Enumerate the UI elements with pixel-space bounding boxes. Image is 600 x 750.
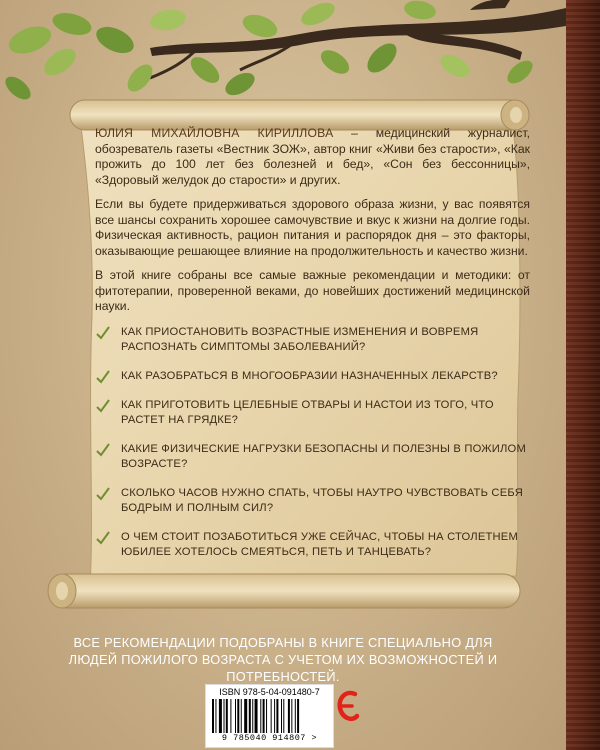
author-name: ЮЛИЯ МИХАЙЛОВНА КИРИЛЛОВА	[95, 126, 334, 140]
list-item	[95, 325, 530, 355]
barcode	[205, 684, 334, 748]
list-item	[95, 486, 530, 516]
book-spine	[566, 0, 600, 750]
barcode-digits: 9 785040 914807 >	[221, 733, 318, 743]
question-text: О ЧЕМ СТОИТ ПОЗАБОТИТЬСЯ УЖЕ СЕЙЧАС, ЧТОБЫ НА СТОЛЕТНЕМ ЮБИЛЕЕ ХОТЕЛОСЬ СМЕЯТЬСЯ, ПЕТЬ И ТАНЦЕВАТЬ?	[121, 530, 518, 558]
back-cover-text	[95, 126, 530, 574]
question-text: КАК ПРИГОТОВИТЬ ЦЕЛЕБНЫЕ ОТВАРЫ И НАСТОИ ИЗ ТОГО, ЧТО РАСТЕТ НА ГРЯДКЕ?	[121, 398, 494, 426]
checkmark-icon	[95, 442, 111, 458]
list-item	[95, 369, 530, 384]
author-paragraph	[95, 126, 530, 188]
list-item	[95, 442, 530, 472]
checkmark-icon	[95, 369, 111, 385]
barcode-bars	[212, 699, 327, 733]
book-contents-paragraph: В этой книге собраны все самые важные рекомендации и методики: от фитотерапии, проверенной веками, до новейших достижений медицинской науки.	[95, 268, 530, 313]
list-item	[95, 530, 530, 560]
question-text: КАКИЕ ФИЗИЧЕСКИЕ НАГРУЗКИ БЕЗОПАСНЫ И ПОЛЕЗНЫ В ПОЖИЛОМ ВОЗРАСТЕ?	[121, 442, 526, 470]
list-item	[95, 398, 530, 428]
isbn-label: ISBN 978-5-04-091480-7	[219, 687, 320, 697]
footer-tagline: ВСЕ РЕКОМЕНДАЦИИ ПОДОБРАНЫ В КНИГЕ СПЕЦИАЛЬНО ДЛЯ ЛЮДЕЙ ПОЖИЛОГО ВОЗРАСТА С УЧЕТОМ ИХ ВОЗМОЖНОСТЕЙ И ПОТРЕБНОСТЕЙ.	[68, 635, 498, 684]
checkmark-icon	[95, 325, 111, 341]
questions-list	[95, 325, 530, 560]
author-description: – медицинский журналист, обозреватель газеты «Вестник ЗОЖ», автор книг «Живи без старости», «Как прожить до 100 лет без болезней и бед», «Сон без бессонницы», «Здоровый желудок до старости» и других.	[95, 126, 531, 187]
question-text: КАК ПРИОСТАНОВИТЬ ВОЗРАСТНЫЕ ИЗМЕНЕНИЯ И ВОВРЕМЯ РАСПОЗНАТЬ СИМПТОМЫ ЗАБОЛЕВАНИЙ?	[121, 325, 479, 353]
lifestyle-paragraph: Если вы будете придерживаться здорового образа жизни, у вас появятся все шансы сохранить хорошее самочувствие и вкус к жизни на долгие годы. Физическая активность, рацион питания и распорядок дня – это факторы, оказывающие решающее влияние на продолжительность и качество жизни.	[95, 197, 530, 258]
checkmark-icon	[95, 486, 111, 502]
checkmark-icon	[95, 398, 111, 414]
question-text: СКОЛЬКО ЧАСОВ НУЖНО СПАТЬ, ЧТОБЫ НАУТРО ЧУВСТВОВАТЬ СЕБЯ БОДРЫМ И ПОЛНЫМ СИЛ?	[121, 486, 524, 514]
question-text: КАК РАЗОБРАТЬСЯ В МНОГООБРАЗИИ НАЗНАЧЕННЫХ ЛЕКАРСТВ?	[121, 369, 498, 382]
checkmark-icon	[95, 530, 111, 546]
publisher-logo-icon	[336, 688, 360, 724]
